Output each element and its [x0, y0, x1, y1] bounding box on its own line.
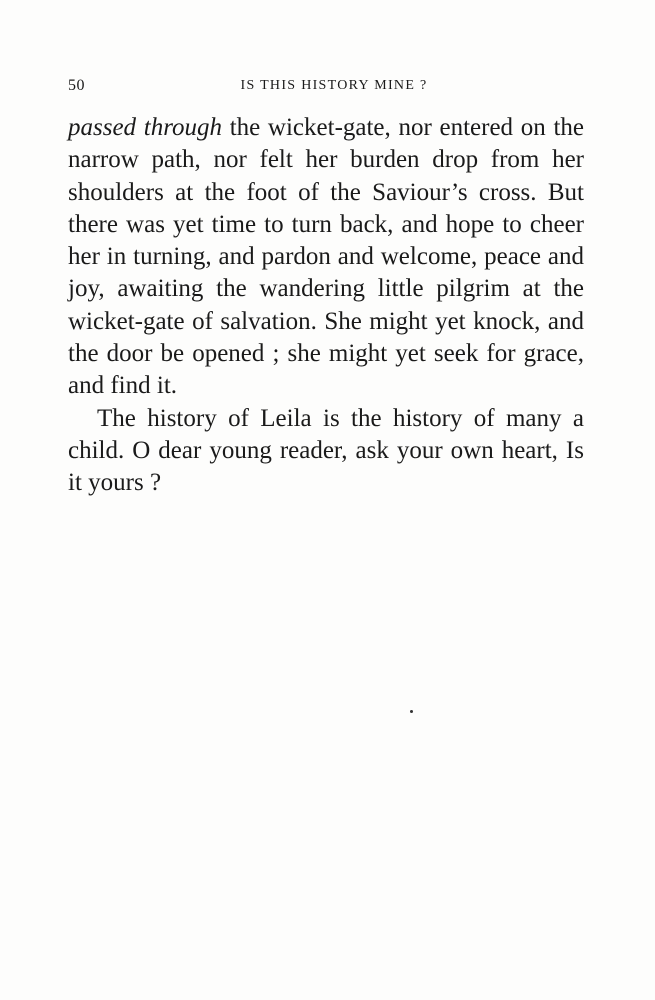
page-number: 50 — [68, 77, 85, 94]
running-head — [68, 76, 586, 96]
italic-phrase: passed through — [68, 114, 222, 141]
paragraph-1 — [68, 112, 584, 403]
paragraph-1-text: the wicket-gate, nor entered on the narrow path, nor felt her burden drop from her shoulders at the foot of the Saviour’s cross. But there was yet time to turn back, and hope to cheer her in turning, and pardon and welcome, peace and joy, awaiting the wandering little pilgrim at the wicket-gate of salvation. She might yet knock, and the door be opened ; she might yet seek for grace, and find it. — [68, 114, 584, 400]
running-title: IS THIS HISTORY MINE ? — [240, 78, 428, 93]
body-text — [68, 112, 584, 500]
paragraph-2: The history of Leila is the history of many a child. O dear young reader, ask your own heart, Is it yours ? — [68, 404, 584, 497]
ink-speck — [410, 710, 413, 713]
